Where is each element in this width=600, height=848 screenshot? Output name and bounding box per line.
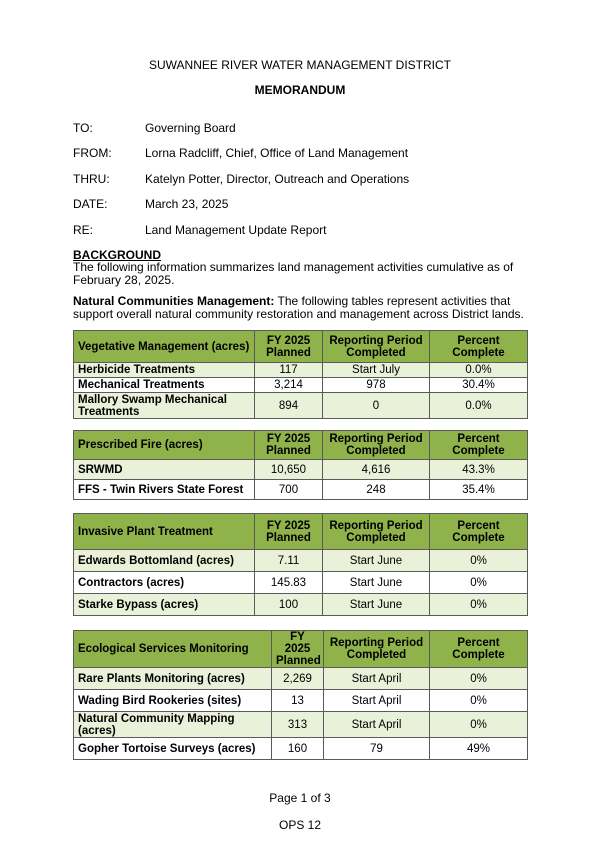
col-planned: FY 2025 Planned [255, 331, 323, 363]
row-name: FFS - Twin Rivers State Forest [74, 480, 255, 500]
background-text: The following information summarizes land management activities cumulative as of February 28, 2025. [73, 260, 514, 287]
invasive-plant-table [73, 513, 528, 616]
table-title: Invasive Plant Treatment [74, 514, 255, 550]
row-percent: 35.4% [430, 480, 528, 500]
row-percent: 0% [430, 550, 528, 572]
vegetative-management-table [73, 330, 528, 419]
re-value: Land Management Update Report [145, 223, 327, 237]
ecological-services-table [73, 630, 528, 760]
to-value: Governing Board [145, 121, 236, 135]
thru-value: Katelyn Potter, Director, Outreach and Operations [145, 172, 410, 186]
row-percent: 49% [430, 738, 528, 760]
table-title: Ecological Services Monitoring [74, 631, 272, 668]
col-planned: FY 2025 Planned [255, 514, 323, 550]
row-planned: 894 [255, 393, 323, 419]
row-name: Mechanical Treatments [74, 378, 255, 393]
table-row [74, 690, 528, 712]
col-completed: Reporting Period Completed [323, 514, 430, 550]
row-completed: Start June [323, 594, 430, 616]
date-label: DATE: [73, 197, 108, 211]
row-planned: 313 [272, 712, 324, 738]
row-percent: 0% [430, 690, 528, 712]
row-percent: 0.0% [430, 393, 528, 419]
col-completed: Reporting Period Completed [323, 331, 430, 363]
table-row [74, 550, 528, 572]
col-percent: Percent Complete [430, 631, 528, 668]
document-code: OPS 12 [278, 818, 322, 832]
row-name: Herbicide Treatments [74, 363, 255, 378]
row-percent: 0% [430, 572, 528, 594]
row-percent: 0% [430, 594, 528, 616]
row-percent: 0% [430, 668, 528, 690]
row-planned: 145.83 [255, 572, 323, 594]
table-row [74, 712, 528, 738]
table-row [74, 738, 528, 760]
memo-title: MEMORANDUM [254, 83, 346, 97]
row-completed: 4,616 [323, 460, 430, 480]
row-completed: Start July [323, 363, 430, 378]
from-value: Lorna Radcliff, Chief, Office of Land Management [145, 146, 409, 160]
row-completed: 978 [323, 378, 430, 393]
row-planned: 100 [255, 594, 323, 616]
row-name: SRWMD [74, 460, 255, 480]
row-percent: 43.3% [430, 460, 528, 480]
row-name: Starke Bypass (acres) [74, 594, 255, 616]
table-row [74, 572, 528, 594]
ncm-heading: Natural Communities Management: [73, 294, 275, 308]
col-percent: Percent Complete [430, 431, 528, 460]
row-planned: 2,269 [272, 668, 324, 690]
row-name: Contractors (acres) [74, 572, 255, 594]
org-name: SUWANNEE RIVER WATER MANAGEMENT DISTRICT [148, 58, 451, 72]
row-planned: 13 [272, 690, 324, 712]
table-row [74, 460, 528, 480]
row-completed: Start April [324, 712, 430, 738]
table-row [74, 363, 528, 378]
page-number: Page 1 of 3 [269, 791, 331, 805]
table-row [74, 378, 528, 393]
table-row [74, 393, 528, 419]
to-label: TO: [73, 121, 93, 135]
row-completed: 79 [324, 738, 430, 760]
table-header-row [74, 631, 528, 668]
table-header-row [74, 514, 528, 550]
col-percent: Percent Complete [430, 331, 528, 363]
row-name: Natural Community Mapping (acres) [74, 712, 272, 738]
row-completed: 0 [323, 393, 430, 419]
background-heading: BACKGROUND [73, 248, 161, 262]
re-label: RE: [73, 223, 94, 237]
prescribed-fire-table [73, 430, 528, 500]
table-header-row [74, 431, 528, 460]
from-label: FROM: [73, 146, 112, 160]
table-row [74, 668, 528, 690]
ncm-text: The following tables represent activities that support overall natural community restoration and management across District lands. [73, 294, 524, 321]
row-name: Wading Bird Rookeries (sites) [74, 690, 272, 712]
table-row [74, 480, 528, 500]
row-completed: Start April [324, 690, 430, 712]
row-percent: 0.0% [430, 363, 528, 378]
row-percent: 0% [430, 712, 528, 738]
row-completed: Start June [323, 572, 430, 594]
col-completed: Reporting Period Completed [324, 631, 430, 668]
row-completed: Start June [323, 550, 430, 572]
row-planned: 117 [255, 363, 323, 378]
row-name: Mallory Swamp Mechanical Treatments [74, 393, 255, 419]
table-header-row [74, 331, 528, 363]
table-row [74, 594, 528, 616]
table-title: Vegetative Management (acres) [74, 331, 255, 363]
col-planned: FY 2025 Planned [255, 431, 323, 460]
row-name: Gopher Tortoise Surveys (acres) [74, 738, 272, 760]
row-planned: 10,650 [255, 460, 323, 480]
col-percent: Percent Complete [430, 514, 528, 550]
row-name: Edwards Bottomland (acres) [74, 550, 255, 572]
row-completed: 248 [323, 480, 430, 500]
row-planned: 700 [255, 480, 323, 500]
date-value: March 23, 2025 [145, 197, 229, 211]
row-planned: 7.11 [255, 550, 323, 572]
table-title: Prescribed Fire (acres) [74, 431, 255, 460]
row-planned: 3,214 [255, 378, 323, 393]
col-planned: FY 2025 Planned [272, 631, 324, 668]
ncm-paragraph [73, 295, 533, 321]
thru-label: THRU: [73, 172, 110, 186]
row-name: Rare Plants Monitoring (acres) [74, 668, 272, 690]
row-percent: 30.4% [430, 378, 528, 393]
row-planned: 160 [272, 738, 324, 760]
row-completed: Start April [324, 668, 430, 690]
col-completed: Reporting Period Completed [323, 431, 430, 460]
